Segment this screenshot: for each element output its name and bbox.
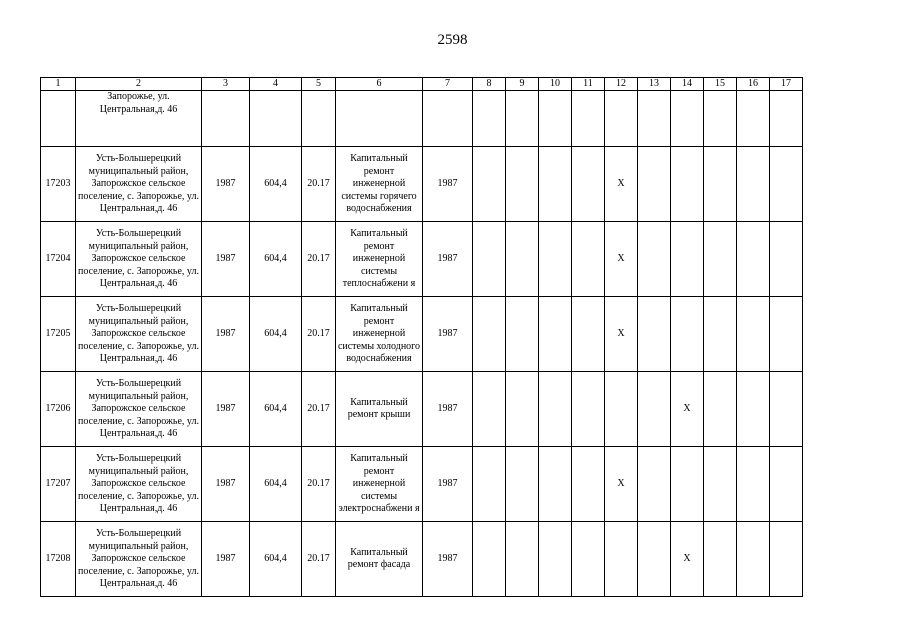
work-type-cell: Капитальный ремонт крыши — [336, 372, 423, 447]
table-cell — [770, 372, 803, 447]
table-cell — [202, 91, 250, 147]
wear-cell: 20.17 — [302, 372, 336, 447]
column-header: 7 — [423, 78, 473, 91]
column-header: 2 — [76, 78, 202, 91]
table-cell — [737, 447, 770, 522]
table-cell — [704, 147, 737, 222]
table-cell — [473, 297, 506, 372]
table-cell — [302, 91, 336, 147]
table-cell — [473, 222, 506, 297]
table-cell — [737, 147, 770, 222]
table-cell — [638, 522, 671, 597]
table-cell — [572, 222, 605, 297]
table-cell — [737, 222, 770, 297]
table-cell — [572, 91, 605, 147]
table-row — [41, 297, 803, 372]
area-cell: 604,4 — [250, 147, 302, 222]
column-header: 17 — [770, 78, 803, 91]
table-cell — [473, 522, 506, 597]
table-cell — [737, 372, 770, 447]
table-cell — [473, 147, 506, 222]
table-cell — [473, 447, 506, 522]
table-row — [41, 522, 803, 597]
table-cell — [671, 91, 704, 147]
table-cell — [506, 372, 539, 447]
column-header: 15 — [704, 78, 737, 91]
column-header: 10 — [539, 78, 572, 91]
wear-cell: 20.17 — [302, 447, 336, 522]
table-cell — [704, 222, 737, 297]
address-cell: Усть-Большерецкий муниципальный район, Запорожское сельское поселение, с. Запорожье, ул. Центральная,д. 46 — [76, 222, 202, 297]
work-type-cell: Капитальный ремонт фасада — [336, 522, 423, 597]
table-cell — [770, 222, 803, 297]
column-header: 3 — [202, 78, 250, 91]
table-cell — [473, 91, 506, 147]
table-row — [41, 372, 803, 447]
column-header: 11 — [572, 78, 605, 91]
mark-cell-col12: X — [605, 297, 638, 372]
year-op-cell: 1987 — [423, 222, 473, 297]
work-type-cell: Капитальный ремонт инженерной системы электроснабжени я — [336, 447, 423, 522]
page-number: 2598 — [437, 32, 468, 48]
column-number-row — [41, 78, 803, 91]
table-cell — [704, 372, 737, 447]
table-cell — [638, 372, 671, 447]
mark-cell-col14: X — [671, 372, 704, 447]
row-number-cell: 17207 — [41, 447, 76, 522]
table-cell — [539, 222, 572, 297]
table-cell — [770, 522, 803, 597]
year-built-cell: 1987 — [202, 147, 250, 222]
table-cell — [704, 447, 737, 522]
column-header: 6 — [336, 78, 423, 91]
wear-cell: 20.17 — [302, 522, 336, 597]
mark-cell-col12: X — [605, 147, 638, 222]
address-cell: Усть-Большерецкий муниципальный район, Запорожское сельское поселение, с. Запорожье, ул. Центральная,д. 46 — [76, 447, 202, 522]
year-op-cell: 1987 — [423, 147, 473, 222]
mark-cell-col14: X — [671, 522, 704, 597]
table-cell — [704, 522, 737, 597]
year-built-cell: 1987 — [202, 447, 250, 522]
table-cell — [704, 91, 737, 147]
table-cell — [638, 91, 671, 147]
area-cell: 604,4 — [250, 372, 302, 447]
continuation-row — [41, 91, 803, 147]
table-cell — [572, 297, 605, 372]
row-number-cell: 17206 — [41, 372, 76, 447]
mark-cell-col12 — [605, 522, 638, 597]
work-type-cell: Капитальный ремонт инженерной системы горячего водоснабжения — [336, 147, 423, 222]
wear-cell: 20.17 — [302, 222, 336, 297]
column-header: 8 — [473, 78, 506, 91]
table-cell — [737, 522, 770, 597]
mark-cell-col12: X — [605, 222, 638, 297]
table-cell — [506, 447, 539, 522]
table-cell — [770, 147, 803, 222]
table-row — [41, 447, 803, 522]
mark-cell-col14 — [671, 297, 704, 372]
table-cell — [770, 91, 803, 147]
table-cell — [638, 447, 671, 522]
table-cell — [41, 91, 76, 147]
area-cell: 604,4 — [250, 447, 302, 522]
table-cell — [572, 447, 605, 522]
mark-cell-col12 — [605, 372, 638, 447]
column-header: 12 — [605, 78, 638, 91]
table-cell — [770, 447, 803, 522]
row-number-cell: 17208 — [41, 522, 76, 597]
mark-cell-col14 — [671, 222, 704, 297]
area-cell: 604,4 — [250, 297, 302, 372]
column-header: 14 — [671, 78, 704, 91]
column-header: 5 — [302, 78, 336, 91]
column-header: 1 — [41, 78, 76, 91]
table-cell — [539, 91, 572, 147]
table-cell — [473, 372, 506, 447]
table-cell — [770, 297, 803, 372]
table-cell — [572, 522, 605, 597]
area-cell: 604,4 — [250, 522, 302, 597]
table-cell — [506, 222, 539, 297]
column-header: 9 — [506, 78, 539, 91]
year-op-cell: 1987 — [423, 447, 473, 522]
address-cell: Усть-Большерецкий муниципальный район, Запорожское сельское поселение, с. Запорожье, ул. Центральная,д. 46 — [76, 147, 202, 222]
year-built-cell: 1987 — [202, 222, 250, 297]
table-cell — [572, 147, 605, 222]
table-cell — [737, 91, 770, 147]
table-cell — [336, 91, 423, 147]
table-cell — [737, 297, 770, 372]
table-row — [41, 147, 803, 222]
row-number-cell: 17203 — [41, 147, 76, 222]
table-cell — [539, 447, 572, 522]
table-cell — [539, 522, 572, 597]
mark-cell-col14 — [671, 147, 704, 222]
year-built-cell: 1987 — [202, 297, 250, 372]
wear-cell: 20.17 — [302, 147, 336, 222]
table-cell — [704, 297, 737, 372]
mark-cell-col14 — [671, 447, 704, 522]
table-cell — [539, 147, 572, 222]
table-cell — [250, 91, 302, 147]
table-cell — [638, 297, 671, 372]
address-cell: Запорожье, ул. Центральная,д. 46 — [76, 91, 202, 147]
column-header: 4 — [250, 78, 302, 91]
table-cell — [539, 372, 572, 447]
table-cell — [572, 372, 605, 447]
wear-cell: 20.17 — [302, 297, 336, 372]
work-type-cell: Капитальный ремонт инженерной системы теплоснабжени я — [336, 222, 423, 297]
table-cell — [638, 222, 671, 297]
table-cell — [506, 297, 539, 372]
table-cell — [423, 91, 473, 147]
column-header: 13 — [638, 78, 671, 91]
column-header: 16 — [737, 78, 770, 91]
year-op-cell: 1987 — [423, 372, 473, 447]
table-cell — [506, 147, 539, 222]
area-cell: 604,4 — [250, 222, 302, 297]
table-cell — [506, 91, 539, 147]
table-cell — [638, 147, 671, 222]
capital-repair-table — [40, 77, 803, 597]
work-type-cell: Капитальный ремонт инженерной системы холодного водоснабжения — [336, 297, 423, 372]
year-built-cell: 1987 — [202, 372, 250, 447]
year-op-cell: 1987 — [423, 522, 473, 597]
address-cell: Усть-Большерецкий муниципальный район, Запорожское сельское поселение, с. Запорожье, ул. Центральная,д. 46 — [76, 522, 202, 597]
table-row — [41, 222, 803, 297]
row-number-cell: 17205 — [41, 297, 76, 372]
mark-cell-col12: X — [605, 447, 638, 522]
year-op-cell: 1987 — [423, 297, 473, 372]
row-number-cell: 17204 — [41, 222, 76, 297]
table-cell — [539, 297, 572, 372]
table-cell — [506, 522, 539, 597]
address-cell: Усть-Большерецкий муниципальный район, Запорожское сельское поселение, с. Запорожье, ул. Центральная,д. 46 — [76, 297, 202, 372]
table-cell — [605, 91, 638, 147]
year-built-cell: 1987 — [202, 522, 250, 597]
address-cell: Усть-Большерецкий муниципальный район, Запорожское сельское поселение, с. Запорожье, ул. Центральная,д. 46 — [76, 372, 202, 447]
